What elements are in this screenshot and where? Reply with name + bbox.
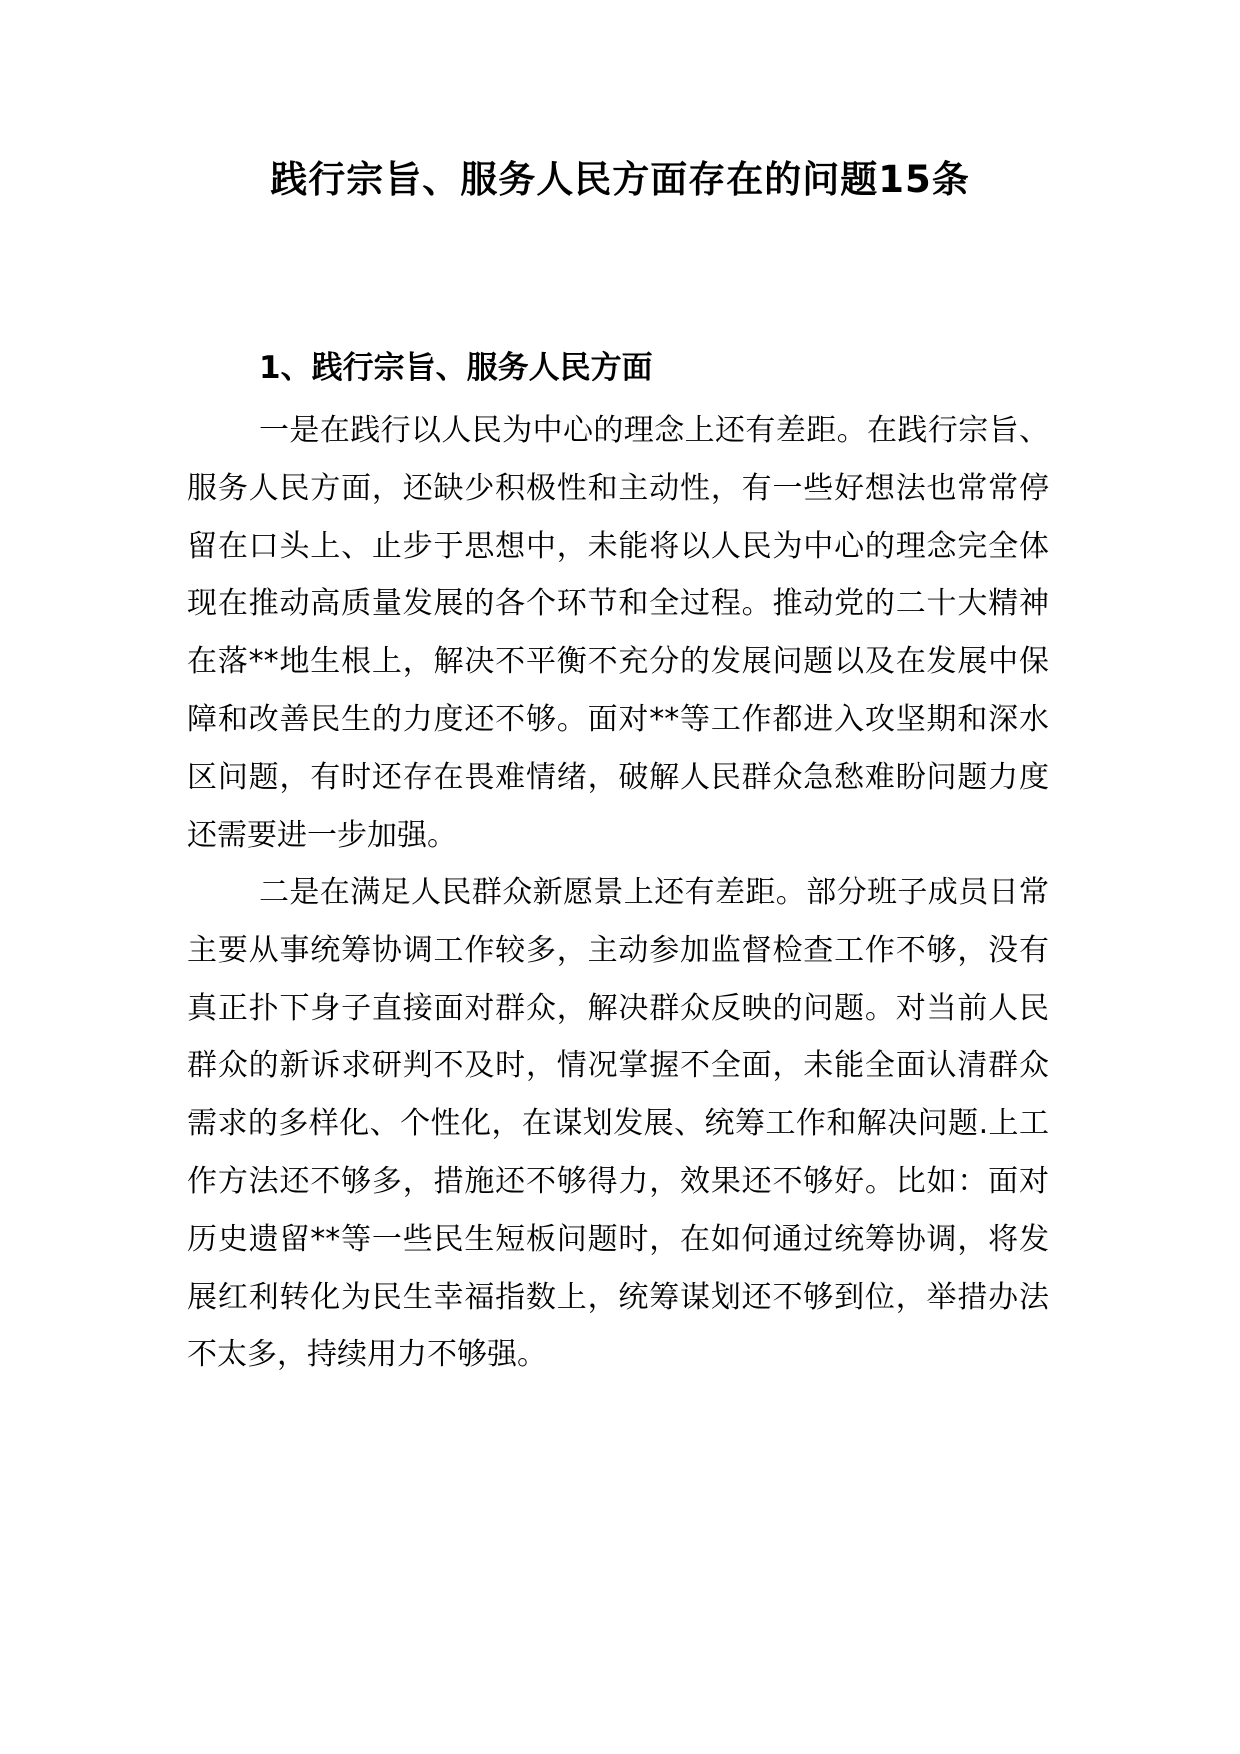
body-paragraph-2: 二是在满足人民群众新愿景上还有差距。部分班子成员日常主要从事统筹协调工作较多，主动参加监督检查工作不够，没有真正扑下身子直接面对群众，解决群众反映的问题。对当前人民群众的新诉求研判不及时，情况掌握不全面，未能全面认清群众需求的多样化、个性化，在谋划发展、统筹工作和解决问题.上工作方法还不够多，措施还不够得力，效果还不够好。比如：面对历史遗留**等一些民生短板问题时，在如何通过统筹协调，将发展红利转化为民生幸福指数上，统筹谋划还不够到位，举措办法不太多，持续用力不够强。	[187, 875, 1049, 1373]
body-paragraph-1: 一是在践行以人民为中心的理念上还有差距。在践行宗旨、服务人民方面，还缺少积极性和主动性，有一些好想法也常常停留在口头上、止步于思想中，未能将以人民为中心的理念完全体现在推动高质量发展的各个环节和全过程。推动党的二十大精神在落**地生根上，解决不平衡不充分的发展问题以及在发展中保障和改善民生的力度还不够。面对**等工作都进入攻坚期和深水区问题，有时还存在畏难情绪，破解人民群众急愁难盼问题力度还需要进一步加强。	[187, 413, 1049, 853]
section-heading: 1、践行宗旨、服务人民方面	[259, 350, 653, 386]
document-title: 践行宗旨、服务人民方面存在的问题15条	[270, 158, 970, 201]
